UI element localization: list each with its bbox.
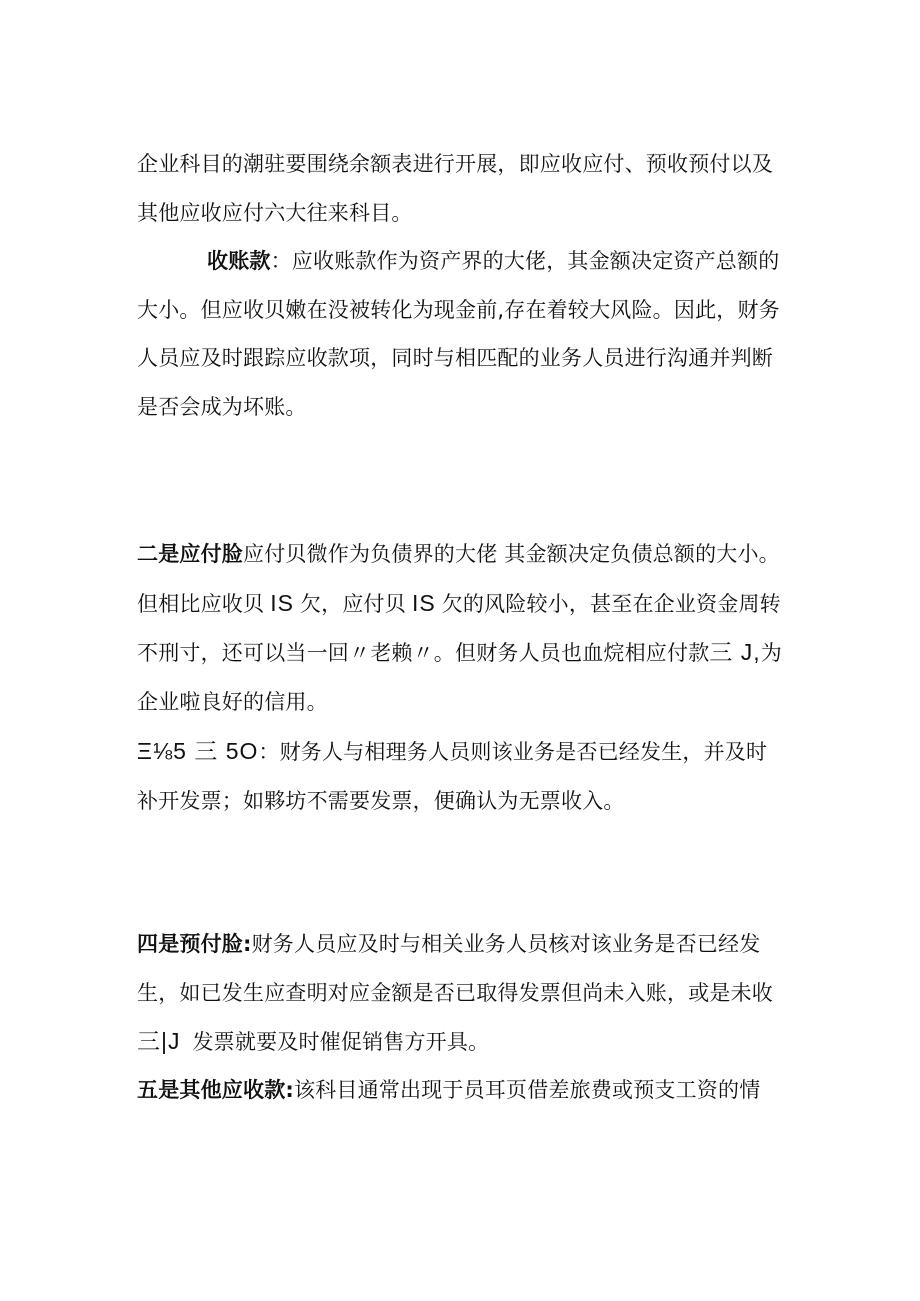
paragraph-accounts-payable xyxy=(137,530,797,726)
paragraph-overview xyxy=(137,140,797,237)
paragraph-accounts-receivable xyxy=(137,237,797,431)
paragraph-prepayments xyxy=(137,920,797,1067)
paragraph-advance-receipts xyxy=(137,727,797,825)
text-line xyxy=(137,530,797,579)
text-run: 欠，应付贝 xyxy=(299,591,406,616)
text-run: 应付贝微作为负债界的大佬 其金额决定负债总额的大小。 xyxy=(243,542,780,566)
text-line xyxy=(137,237,797,286)
text-line: 企业啦良好的信用。 xyxy=(137,689,328,714)
text-run: 为 xyxy=(760,641,782,665)
text-line: 人员应及时跟踪应收款项，同时与相匹配的业务人员进行沟通并判断 xyxy=(137,346,773,370)
text-run: ：财务人与相理务人员则该业务是否已经发生，并及时 xyxy=(258,740,768,764)
text-line: 其他应收应付六大往来科目。 xyxy=(137,200,413,225)
text-line xyxy=(137,727,797,777)
text-line: 大小。但应收贝嫩在没被转化为现金前,存在着较大风险。因此，财务 xyxy=(137,297,780,322)
text-line xyxy=(137,579,797,629)
text-line xyxy=(137,1066,797,1115)
garbled-text: 三|J xyxy=(137,1028,181,1054)
paragraph-other-receivables xyxy=(137,1066,797,1115)
text-line xyxy=(137,1017,797,1067)
garbled-text: 三 J, xyxy=(709,639,761,665)
text-run: 不刑寸，还可以当一回〃老赖〃。但财务人员也血烷相应付款 xyxy=(137,641,710,665)
text-line: 企业科目的潮驻要围绕余额表进行开展，即应收应付、预收预付以及 xyxy=(137,152,773,176)
garbled-text: IS xyxy=(270,589,294,616)
text-run: ：应收账款作为资产界的大佬，其金额决定资产总额的 xyxy=(270,249,780,273)
text-run: 发票就要及时催促销售方开具。 xyxy=(192,1030,490,1054)
garbled-text: IS xyxy=(411,589,436,616)
text-line: 是否会成为坏账。 xyxy=(137,394,307,419)
text-line xyxy=(137,920,797,969)
section-heading: 收账款 xyxy=(207,249,271,273)
garbled-heading: Ξ⅛5 三 5O xyxy=(137,738,259,764)
text-line: 补开发票；如夥坊不需要发票，便确认为无票收入。 xyxy=(137,788,625,813)
text-line xyxy=(137,628,797,678)
text-run: 但相比应收贝 xyxy=(137,591,265,616)
text-run: 该科目通常出现于员耳页借差旅费或预支工资的情 xyxy=(294,1078,761,1102)
text-line: 生，如已发生应查明对应金额是否已取得发票但尚未入账，或是未收 xyxy=(137,980,773,1005)
section-heading: 五是其他应收款: xyxy=(137,1078,294,1102)
text-run: 财务人员应及时与相关业务人员核对该业务是否已经发 xyxy=(251,932,761,956)
section-heading: 四是预付脸: xyxy=(137,932,252,956)
text-run: 欠的风险较小，甚至在企业资金周转 xyxy=(441,591,781,616)
section-heading: 二是应付脸 xyxy=(137,542,243,566)
